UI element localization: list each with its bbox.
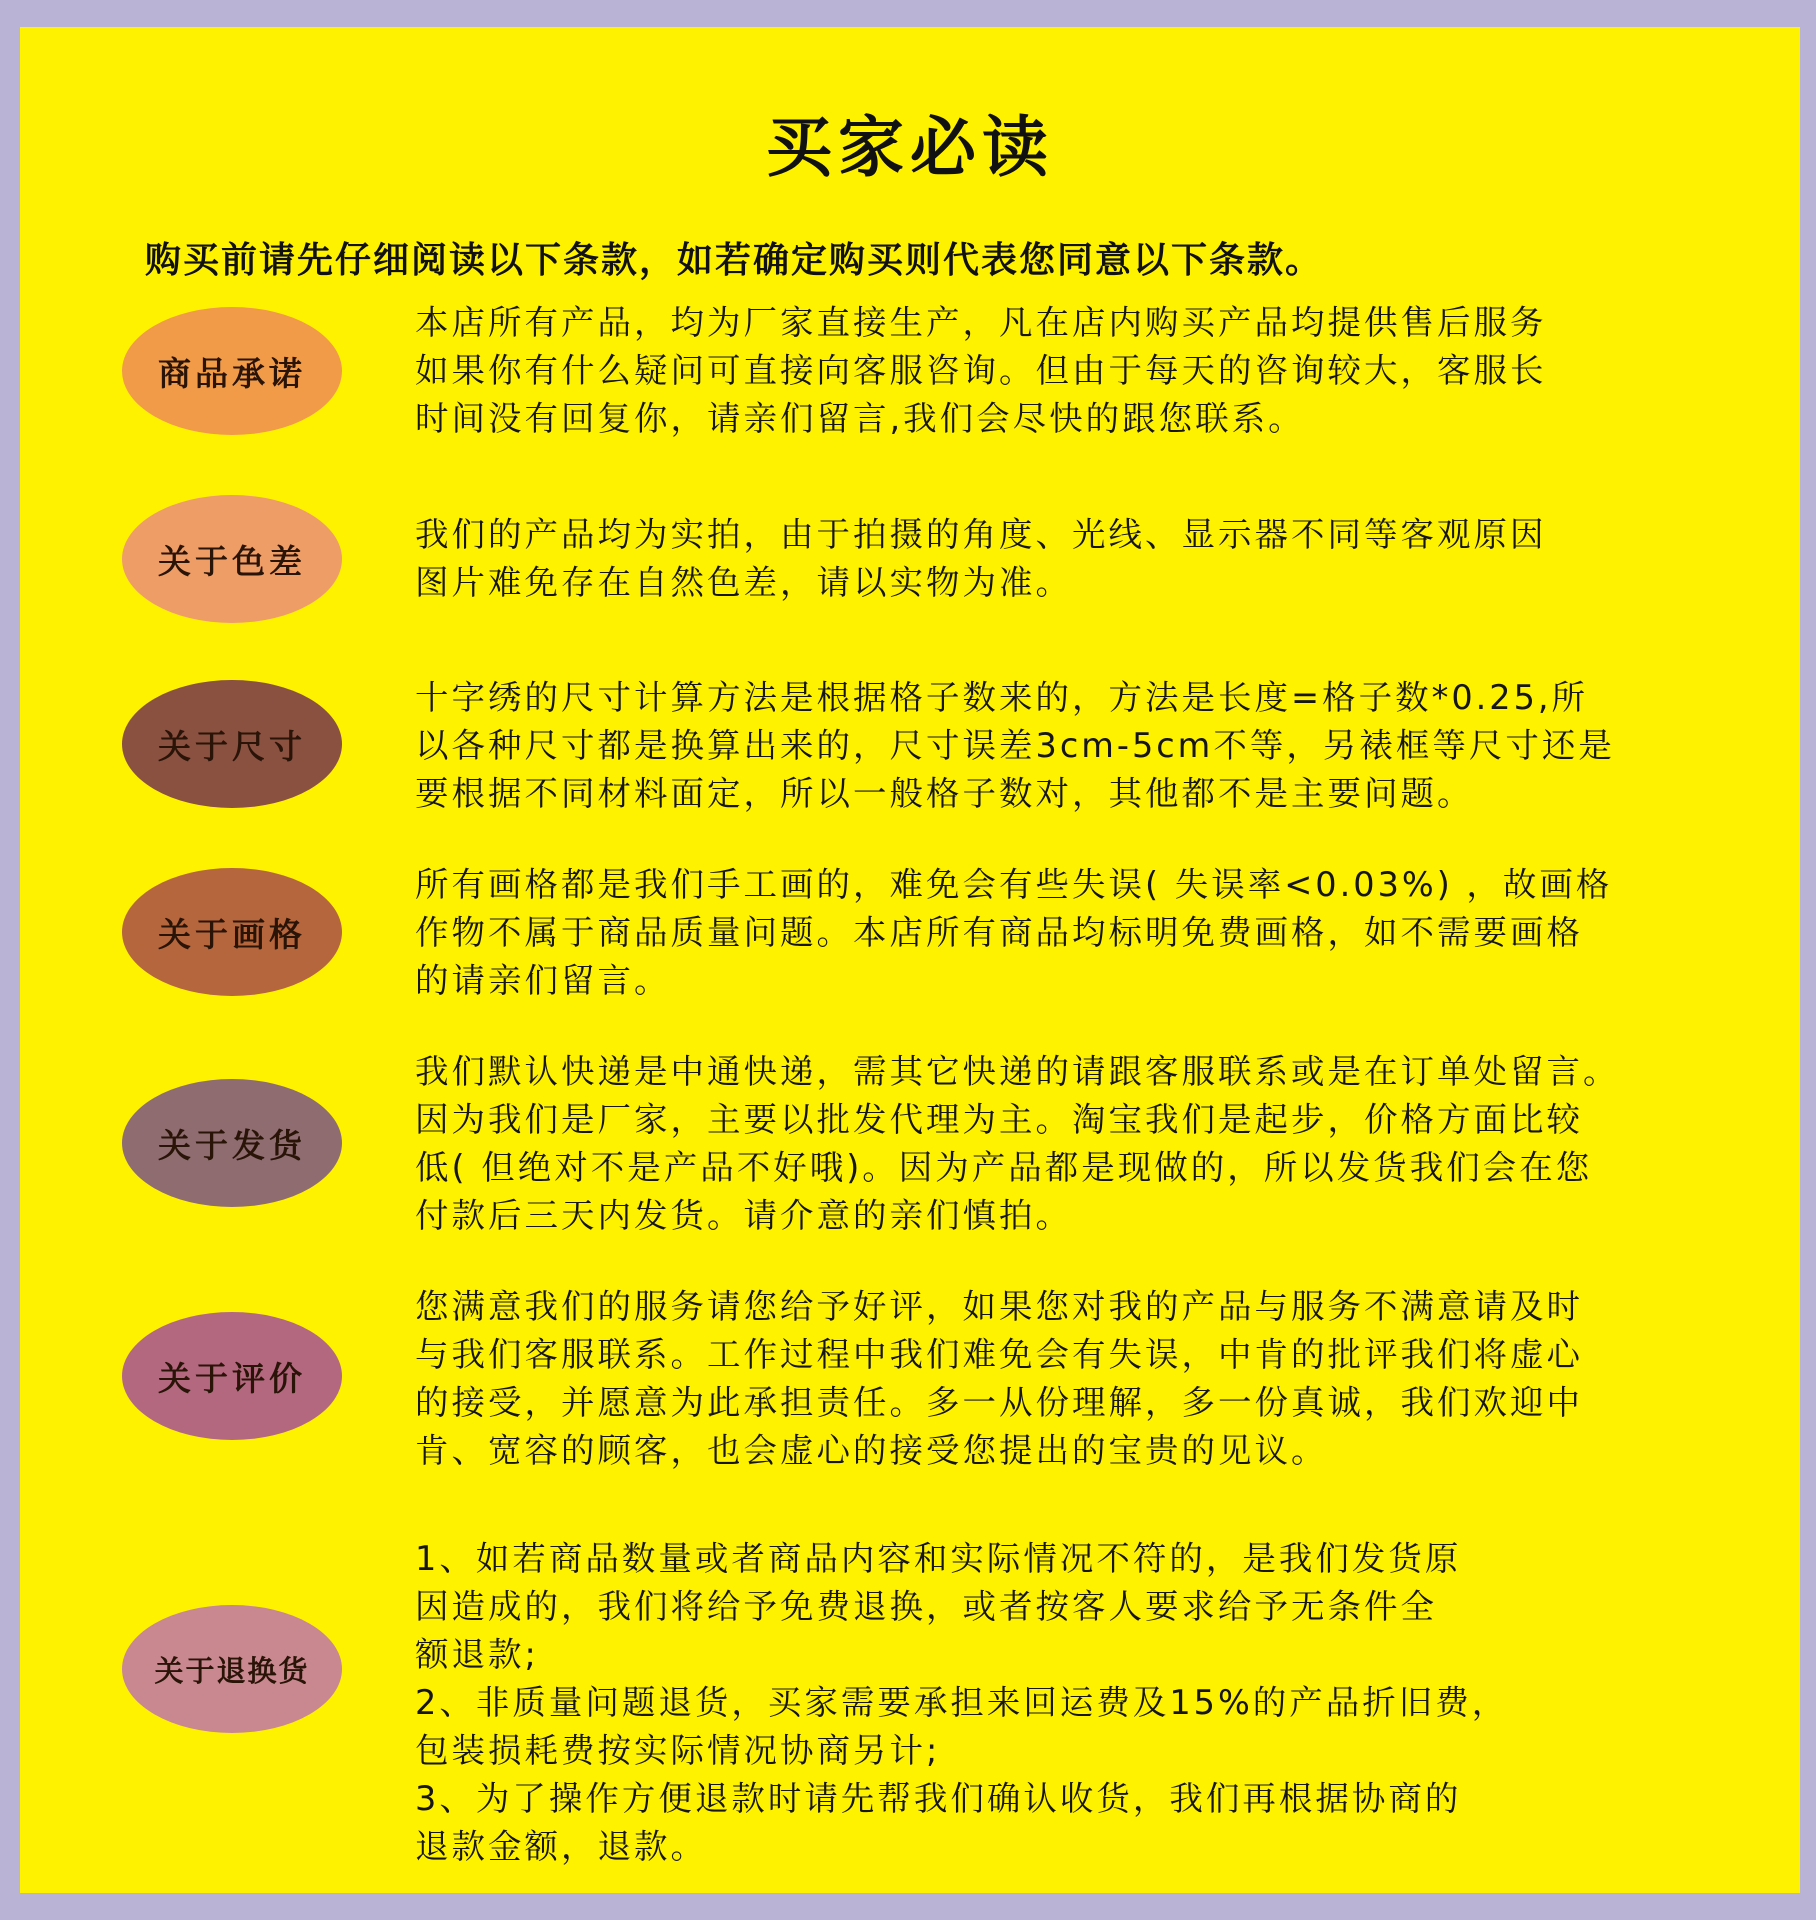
text-line: 图片难免存在自然色差，请以实物为准。 bbox=[415, 563, 1072, 602]
text-color-difference bbox=[415, 511, 1735, 607]
text-line: 时间没有回复你，请亲们留言,我们会尽快的跟您联系。 bbox=[415, 399, 1305, 438]
notice-panel bbox=[20, 27, 1800, 1893]
text-line: 2、非质量问题退货，买家需要承担来回运费及15%的产品折旧费， bbox=[415, 1683, 1509, 1722]
text-line: 1、如若商品数量或者商品内容和实际情况不符的，是我们发货原 bbox=[415, 1539, 1462, 1578]
text-line: 要根据不同材料面定，所以一般格子数对，其他都不是主要问题。 bbox=[415, 774, 1474, 813]
text-line: 作物不属于商品质量问题。本店所有商品均标明免费画格，如不需要画格 bbox=[415, 913, 1583, 952]
text-line: 3、为了操作方便退款时请先帮我们确认收货，我们再根据协商的 bbox=[415, 1779, 1462, 1818]
page-title: 买家必读 bbox=[766, 108, 1054, 186]
text-line: 因造成的，我们将给予免费退换，或者按客人要求给予无条件全 bbox=[415, 1587, 1437, 1626]
text-line: 十字绣的尺寸计算方法是根据格子数来的，方法是长度=格子数*0.25,所 bbox=[415, 678, 1589, 717]
text-line: 我们默认快递是中通快递，需其它快递的请跟客服联系或是在订单处留言。 bbox=[415, 1052, 1620, 1091]
text-line: 与我们客服联系。工作过程中我们难免会有失误，中肯的批评我们将虚心 bbox=[415, 1335, 1583, 1374]
purchase-notice: 购买前请先仔细阅读以下条款，如若确定购买则代表您同意以下条款。 bbox=[145, 239, 1324, 281]
text-line: 低( 但绝对不是产品不好哦)。因为产品都是现做的，所以发货我们会在您 bbox=[415, 1148, 1593, 1187]
text-returns bbox=[415, 1535, 1735, 1871]
text-line: 本店所有产品，均为厂家直接生产，凡在店内购买产品均提供售后服务 bbox=[415, 303, 1547, 342]
text-grid-drawing bbox=[415, 861, 1735, 1005]
badge-reviews: 关于评价 bbox=[122, 1312, 342, 1440]
badge-returns: 关于退换货 bbox=[122, 1605, 342, 1733]
text-line: 的请亲们留言。 bbox=[415, 961, 671, 1000]
text-line: 所有画格都是我们手工画的，难免会有些失误( 失误率<0.03%) ，故画格 bbox=[415, 865, 1613, 904]
text-line: 付款后三天内发货。请介意的亲们慎拍。 bbox=[415, 1196, 1072, 1235]
text-line: 的接受，并愿意为此承担责任。多一从份理解，多一份真诚，我们欢迎中 bbox=[415, 1383, 1583, 1422]
text-line: 如果你有什么疑问可直接向客服咨询。但由于每天的咨询较大，客服长 bbox=[415, 351, 1547, 390]
text-line: 以各种尺寸都是换算出来的，尺寸误差3cm-5cm不等，另裱框等尺寸还是 bbox=[415, 726, 1615, 765]
text-line: 您满意我们的服务请您给予好评，如果您对我的产品与服务不满意请及时 bbox=[415, 1287, 1583, 1326]
badge-color-difference: 关于色差 bbox=[122, 495, 342, 623]
badge-product-promise: 商品承诺 bbox=[122, 307, 342, 435]
text-reviews bbox=[415, 1283, 1735, 1475]
text-line: 我们的产品均为实拍，由于拍摄的角度、光线、显示器不同等客观原因 bbox=[415, 515, 1547, 554]
badge-grid-drawing: 关于画格 bbox=[122, 868, 342, 996]
text-line: 肯、宽容的顾客，也会虚心的接受您提出的宝贵的见议。 bbox=[415, 1431, 1328, 1470]
badge-size: 关于尺寸 bbox=[122, 680, 342, 808]
text-line: 退款金额，退款。 bbox=[415, 1827, 707, 1866]
text-line: 包装损耗费按实际情况协商另计; bbox=[415, 1731, 941, 1770]
text-line: 额退款; bbox=[415, 1635, 539, 1674]
text-line: 因为我们是厂家，主要以批发代理为主。淘宝我们是起步，价格方面比较 bbox=[415, 1100, 1583, 1139]
text-shipping bbox=[415, 1048, 1735, 1240]
text-product-promise bbox=[415, 299, 1735, 443]
badge-shipping: 关于发货 bbox=[122, 1079, 342, 1207]
text-size bbox=[415, 674, 1735, 818]
